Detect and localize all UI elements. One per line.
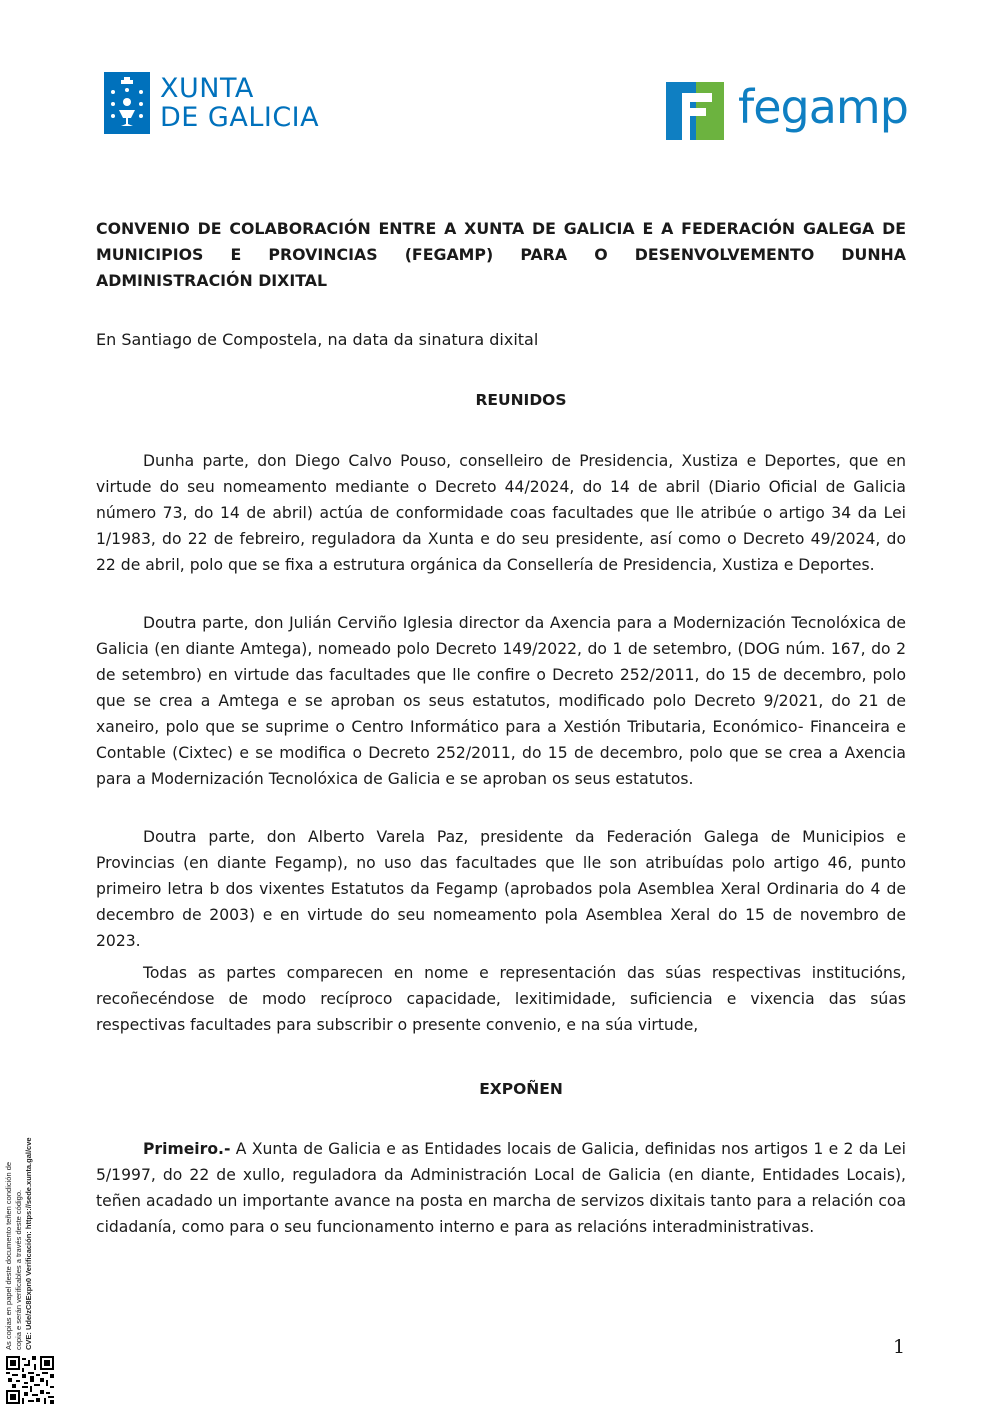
paragraph-5-body: A Xunta de Galicia e as Entidades locais de Galicia, definidas nos artigos 1 e 2 da Lei 5/1997, do 22 de xullo, reguladora da Administración Local de Galicia (en diante, Entidades Locais), teñen acadado un importante avance na posta en marcha de servizos dixitais tanto para a relación coa cidadanía, como para o seu funcionamento interno e para as relacións interadministrativas.: [96, 1140, 906, 1236]
verification-cve: CVE: Ude/zC8Expn0 Verificación: https://sede.xunta.gal/cve: [24, 1137, 33, 1350]
qr-code-icon: [6, 1356, 54, 1404]
heading-exponen: EXPOÑEN: [479, 1080, 563, 1098]
paragraph-3: Doutra parte, don Alberto Varela Paz, presidente da Federación Galega de Municipios e Provincias (en diante Fegamp), no uso das facultades que lle son atribuídas polo artigo 46, punto primeiro letra b dos vixentes Estatutos da Fegamp (aprobados pola Asemblea Xeral Ordinaria do 4 de decembro de 2003) e en virtude do seu nomeamento pola Asemblea Xeral do 15 de novembro de 2023.: [96, 828, 906, 950]
place-date-line: En Santiago de Compostela, na data da sinatura dixital: [96, 330, 539, 349]
xunta-logo: [104, 72, 344, 134]
page-number: 1: [893, 1336, 906, 1358]
verification-note: [4, 1090, 52, 1350]
xunta-line-1: XUNTA: [160, 73, 254, 104]
paragraph-1: Dunha parte, don Diego Calvo Pouso, conselleiro de Presidencia, Xustiza e Deportes, que en virtude do seu nomeamento mediante o Decreto 44/2024, do 14 de abril (Diario Oficial de Galicia número 73, do 14 de abril) actúa de conformidade coas facultades que lle atribúe o artigo 34 da Lei 1/1983, do 22 de febreiro, reguladora da Xunta e do seu presidente, así como o Decreto 49/2024, do 22 de abril, polo que se fixa a estrutura orgánica da Consellería de Presidencia, Xustiza e Deportes.: [96, 452, 906, 574]
xunta-wordmark: [160, 74, 319, 132]
paragraph-4: Todas as partes comparecen en nome e representación das súas respectivas institucións, recoñecéndose de modo recíproco capacidade, lexitimidade, suficiencia e vixencia das súas respectivas facultades para subscribir o presente convenio, e na súa virtude,: [96, 964, 906, 1034]
xunta-shield-icon: [104, 72, 150, 134]
fegamp-mark-icon: [666, 82, 724, 140]
paragraph-5-lead: Primeiro.-: [143, 1140, 231, 1158]
paragraph-5: [96, 1136, 906, 1240]
heading-reunidos: REUNIDOS: [475, 391, 567, 409]
document-title: CONVENIO DE COLABORACIÓN ENTRE A XUNTA DE GALICIA E A FEDERACIÓN GALEGA DE MUNICIPIOS E PROVINCIAS (FEGAMP) PARA O DESENVOLVEMENTO DUNHA ADMINISTRACIÓN DIXITAL: [96, 219, 906, 290]
verification-line-1: As copias en papel deste documento teñen condición de: [4, 1161, 13, 1350]
fegamp-logo: [666, 82, 906, 140]
paragraph-2: Doutra parte, don Julián Cerviño Iglesia director da Axencia para a Modernización Tecnolóxica de Galicia (en diante Amtega), nomeado polo Decreto 149/2022, do 1 de setembro, (DOG núm. 167, do 2 de setembro) en virtude das facultades que lle confire o Decreto 252/2011, do 15 de decembro, polo que se crea a Amtega e se aproban os seus estatutos, modificado polo Decreto 9/2021, do 21 de xaneiro, polo que se suprime o Centro Informático para a Xestión Tributaria, Económico- Financeira e Contable (Cixtec) e se modifica o Decreto 252/2011, do 15 de decembro, polo que se crea a Axencia para a Modernización Tecnolóxica de Galicia e se aproban os seus estatutos.: [96, 614, 906, 788]
fegamp-wordmark: fegamp: [738, 80, 908, 134]
xunta-line-2: DE GALICIA: [160, 102, 320, 133]
verification-line-2: copia e serán verificables a través deste código.: [14, 1189, 23, 1350]
